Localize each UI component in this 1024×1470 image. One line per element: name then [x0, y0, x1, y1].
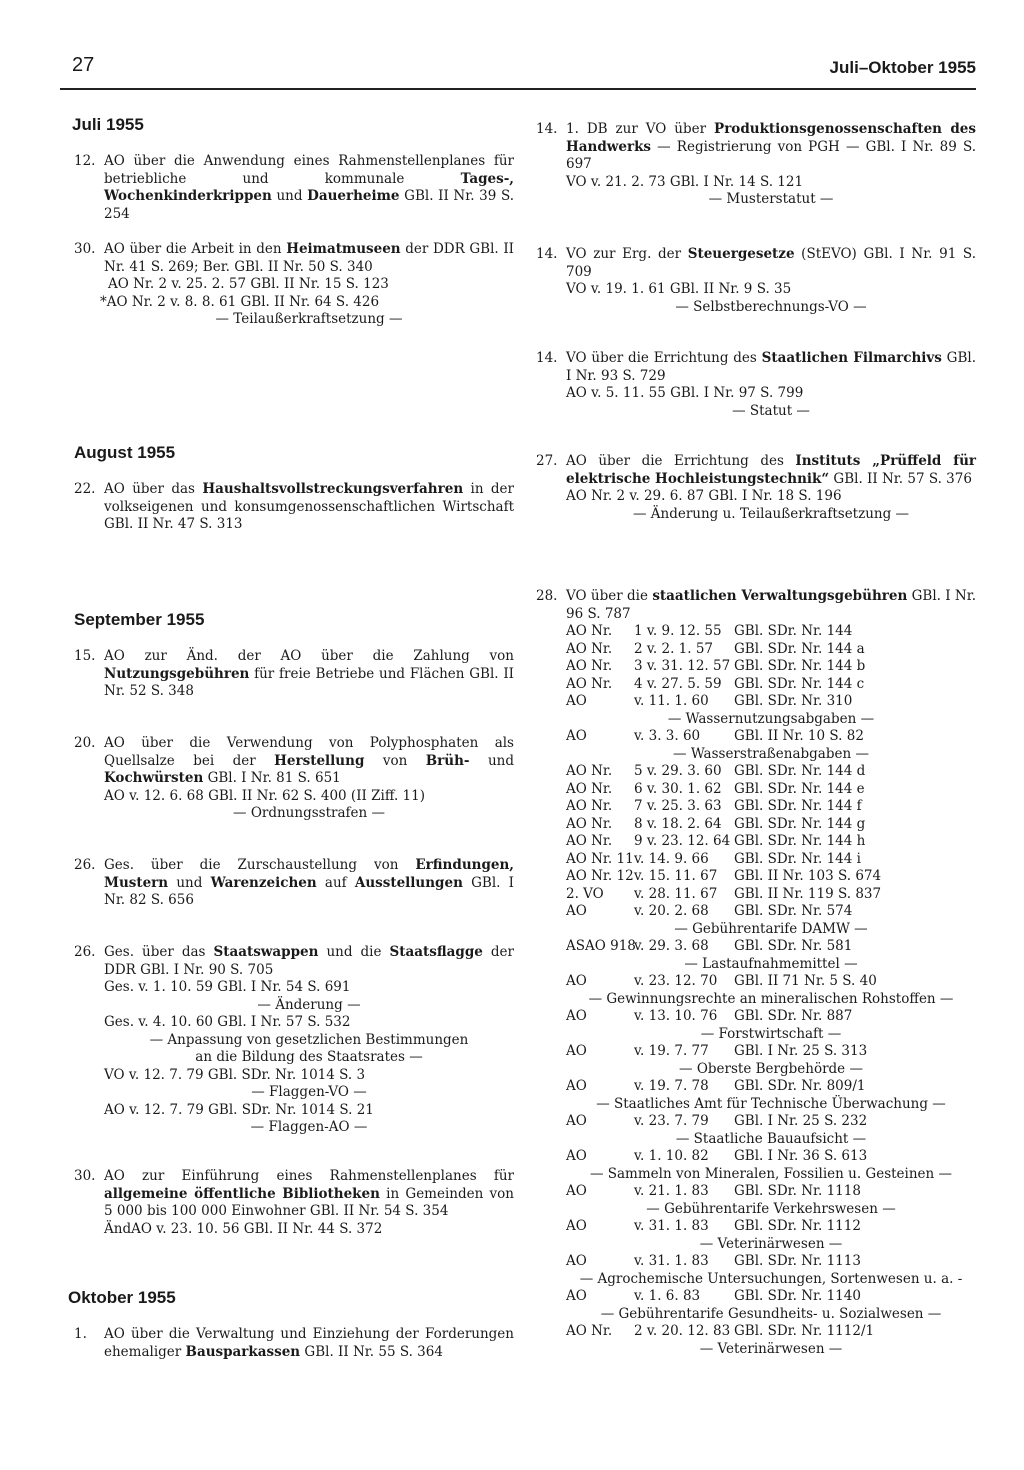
entry-number: 30.: [74, 241, 96, 257]
amendment-type: AO: [566, 1043, 587, 1059]
amendment-date: 7 v. 25. 3. 63: [634, 798, 722, 814]
amendment-note: — Veterinärwesen —: [699, 1340, 843, 1357]
amendment-note: — Gebührentarife Gesundheits- u. Sozialwesen —: [600, 1305, 942, 1322]
entry-text: AO über das Haushaltsvollstreckungsverfahren in der volkseigenen und konsumgenossenschaftlichen Wirtschaft GBl. II Nr. 47 S. 313: [104, 481, 515, 532]
amendment-row: [566, 641, 976, 659]
amendment-row: [566, 1148, 976, 1166]
month-heading-oktober: Oktober 1955: [68, 1288, 176, 1307]
entry-juli-14c: [536, 350, 976, 420]
entry-text: AO zur Änd. der AO über die Zahlung von Nutzungsgebühren für freie Betriebe und Flächen GBl. II Nr. 52 S. 348: [104, 648, 514, 699]
amendment-type: AO Nr. 11: [566, 850, 634, 867]
entry-august-22: [74, 481, 514, 534]
amendment-source: GBl. SDr. Nr. 144 h: [734, 833, 866, 849]
entry-text: AO über die Verwaltung und Einziehung der Forderungen ehemaliger Bausparkassen GBl. II Nr. 55 S. 364: [104, 1326, 514, 1360]
amendment-type: AO Nr.: [566, 833, 613, 849]
amendment-row: [566, 781, 976, 799]
amendment-row: [566, 868, 976, 886]
amendment-row: [566, 1323, 976, 1341]
entry-number: 15.: [74, 648, 96, 664]
amendment-source: GBl. SDr. Nr. 1112: [734, 1218, 861, 1234]
amendment-date: v. 19. 7. 77: [634, 1043, 709, 1059]
amendment-line: Ges. v. 4. 10. 60 GBl. I Nr. 57 S. 532: [104, 1014, 351, 1030]
amendment-source: GBl. SDr. Nr. 809/1: [734, 1078, 866, 1094]
amendment-source: GBl. I Nr. 36 S. 613: [734, 1148, 868, 1164]
amendment-row: [566, 1008, 976, 1026]
amendment-note: — Forstwirtschaft —: [700, 1025, 842, 1042]
amendment-row: [566, 763, 976, 781]
amendment-line: ÄndAO v. 23. 10. 56 GBl. II Nr. 44 S. 372: [104, 1220, 383, 1237]
amendment-row: [566, 1288, 976, 1306]
amendment-type: AO Nr.: [566, 763, 613, 779]
entry-text: Ges. über das Staatswappen und die Staatsflagge der DDR GBl. I Nr. 90 S. 705 Ges. v. 1. 10. 59 GBl. I Nr. 54 S. 691 — Änderung — Ges. v. 4. 10. 60 GBl. I Nr. 57 S. 532 — Anpassung von gesetzlichen Bestimmungen an die Bildung des Staatsrates — VO v. 12. 7. 79 GBl. SDr. Nr. 1014 S. 3 — Flaggen-VO — AO v. 12. 7. 79 GBl. SDr. Nr. 1014 S. 21 — Flaggen-AO —: [104, 944, 515, 1135]
amendment-note: — Änderung —: [257, 996, 361, 1013]
month-heading-september: September 1955: [74, 610, 205, 629]
amendment-note: an die Bildung des Staatsrates —: [195, 1049, 423, 1065]
amendment-source: GBl. I Nr. 25 S. 232: [734, 1113, 868, 1129]
amendment-note: — Wasserstraßenabgaben —: [673, 745, 869, 762]
entry-number: 26.: [74, 944, 96, 960]
page-header: [60, 52, 976, 90]
amendment-row: [566, 1253, 976, 1271]
amendment-date: 4 v. 27. 5. 59: [634, 675, 722, 692]
amendment-line: AO Nr. 2 v. 25. 2. 57 GBl. II Nr. 15 S. 123: [108, 276, 389, 292]
amendment-type: AO: [566, 1218, 587, 1234]
amendment-list: [566, 623, 976, 1358]
amendment-date: v. 21. 1. 83: [634, 1183, 709, 1199]
amendment-note: — Selbstberechnungs-VO —: [675, 298, 867, 315]
amendment-note: — Gebührentarife DAMW —: [674, 920, 868, 937]
amendment-source: GBl. SDr. Nr. 144 c: [734, 675, 865, 692]
entry-text: AO über die Arbeit in den Heimatmuseen der DDR GBl. II Nr. 41 S. 269; Ber. GBl. II Nr. 50 S. 340 AO Nr. 2 v. 25. 2. 57 GBl. II Nr. 15 S. 123 *AO Nr. 2 v. 8. 8. 61 GBl. II Nr. 64 S. 426 — Teilaußerkraftsetzung —: [100, 241, 514, 327]
amendment-date: v. 20. 2. 68: [634, 903, 709, 919]
amendment-row: [566, 903, 976, 921]
amendment-note: — Wassernutzungsabgaben —: [667, 710, 875, 727]
amendment-row: [566, 816, 976, 834]
amendment-date: v. 28. 11. 67: [634, 885, 718, 902]
amendment-row: [566, 676, 976, 694]
entry-september-30: [74, 1168, 514, 1238]
amendment-source: GBl. SDr. Nr. 310: [734, 693, 853, 709]
amendment-date: 2 v. 2. 1. 57: [634, 640, 714, 657]
amendment-row: [566, 623, 976, 641]
amendment-row: [566, 938, 976, 956]
amendment-type: AO: [566, 1288, 587, 1304]
amendment-row: [566, 851, 976, 869]
page-number: 27: [72, 54, 95, 76]
entry-number: 30.: [74, 1168, 96, 1184]
amendment-date: 2 v. 20. 12. 83: [634, 1323, 731, 1339]
amendment-row: [566, 728, 976, 746]
entry-oktober-1: [74, 1326, 514, 1361]
amendment-row: [566, 973, 976, 991]
amendment-note: — Agrochemische Untersuchungen, Sortenwesen u. a. -: [579, 1270, 963, 1287]
amendment-type: AO Nr.: [566, 780, 613, 797]
amendment-line: AO v. 5. 11. 55 GBl. I Nr. 97 S. 799: [566, 385, 804, 401]
amendment-date: v. 14. 9. 66: [634, 850, 709, 867]
amendment-note: — Veterinärwesen —: [699, 1235, 843, 1252]
amendment-row: [566, 798, 976, 816]
amendment-source: GBl. SDr. Nr. 144 f: [734, 798, 862, 814]
entry-september-28: [536, 588, 976, 1358]
entry-text: AO über die Anwendung eines Rahmenstellenplanes für betriebliche und kommunale Tages-, Wochenkinderkrippen und Dauerheime GBl. II Nr. 39 S. 254: [104, 153, 514, 222]
amendment-date: 3 v. 31. 12. 57: [634, 658, 731, 674]
amendment-note: — Oberste Bergbehörde —: [679, 1060, 863, 1077]
amendment-row: [566, 1078, 976, 1096]
amendment-date: v. 31. 1. 83: [634, 1218, 709, 1234]
month-heading-august: August 1955: [74, 443, 176, 462]
amendment-source: GBl. II Nr. 10 S. 82: [734, 728, 864, 744]
amendment-type: AO Nr.: [566, 658, 613, 674]
amendment-row: [566, 833, 976, 851]
amendment-date: 5 v. 29. 3. 60: [634, 763, 722, 779]
amendment-source: GBl. SDr. Nr. 581: [734, 938, 853, 954]
amendment-row: [566, 658, 976, 676]
amendment-source: GBl. SDr. Nr. 574: [734, 903, 853, 919]
amendment-type: AO Nr.: [566, 675, 613, 692]
amendment-date: 6 v. 30. 1. 62: [634, 780, 722, 797]
amendment-type: AO: [566, 1113, 587, 1129]
amendment-row: [566, 1218, 976, 1236]
amendment-note: — Musterstatut —: [708, 191, 834, 207]
amendment-type: AO: [566, 693, 587, 709]
entry-number: 28.: [536, 588, 558, 604]
amendment-date: v. 13. 10. 76: [634, 1008, 718, 1024]
amendment-type: AO: [566, 1183, 587, 1199]
entry-juli-30: [74, 241, 514, 329]
amendment-note: — Flaggen-VO —: [251, 1084, 367, 1100]
amendment-date: v. 11. 1. 60: [634, 693, 709, 709]
entry-september-26a: [74, 857, 514, 910]
amendment-source: GBl. II 71 Nr. 5 S. 40: [734, 973, 877, 989]
amendment-type: AO Nr.: [566, 640, 613, 657]
entry-text: Ges. über die Zurschaustellung von Erfindungen, Mustern und Warenzeichen auf Ausstellungen GBl. I Nr. 82 S. 656: [104, 857, 514, 908]
amendment-source: GBl. SDr. Nr. 144 a: [734, 640, 865, 657]
amendment-date: v. 1. 6. 83: [634, 1288, 701, 1304]
amendment-line: VO v. 21. 2. 73 GBl. I Nr. 14 S. 121: [566, 173, 804, 190]
amendment-line: AO Nr. 2 v. 29. 6. 87 GBl. I Nr. 18 S. 196: [566, 488, 842, 504]
amendment-note: — Anpassung von gesetzlichen Bestimmungen: [149, 1031, 469, 1048]
entry-text: 1. DB zur VO über Produktionsgenossenschaften des Handwerks — Registrierung von PGH — GBl. I Nr. 89 S. 697 VO v. 21. 2. 73 GBl. I Nr. 14 S. 121 — Musterstatut —: [566, 121, 976, 207]
amendment-line: VO v. 19. 1. 61 GBl. II Nr. 9 S. 35: [566, 281, 792, 297]
amendment-source: GBl. SDr. Nr. 144 e: [734, 780, 865, 797]
amendment-source: GBl. SDr. Nr. 144 g: [734, 815, 866, 832]
amendment-date: v. 3. 3. 60: [634, 728, 701, 744]
amendment-type: AO Nr.: [566, 623, 613, 639]
amendment-date: v. 19. 7. 78: [634, 1078, 709, 1094]
entry-text: VO zur Erg. der Steuergesetze (StEVO) GBl. I Nr. 91 S. 709 VO v. 19. 1. 61 GBl. II Nr. 9 S. 35 — Selbstberechnungs-VO —: [566, 246, 976, 315]
entry-september-20: [74, 735, 514, 823]
amendment-line: AO v. 12. 6. 68 GBl. II Nr. 62 S. 400 (II Ziff. 11): [104, 787, 425, 804]
amendment-row: [566, 1113, 976, 1131]
amendment-row: [566, 886, 976, 904]
amendment-type: AO: [566, 1008, 587, 1024]
entry-number: 27.: [536, 453, 558, 469]
entry-juli-12: [74, 153, 514, 223]
amendment-source: GBl. II Nr. 119 S. 837: [734, 885, 882, 902]
entry-text: VO über die Errichtung des Staatlichen Filmarchivs GBl. I Nr. 93 S. 729 AO v. 5. 11. 55 GBl. I Nr. 97 S. 799 — Statut —: [566, 350, 976, 419]
amendment-date: v. 29. 3. 68: [634, 938, 709, 954]
amendment-source: GBl. SDr. Nr. 1118: [734, 1183, 861, 1199]
entry-text: AO über die Verwendung von Polyphosphaten als Quellsalze bei der Herstellung von Brüh- und Kochwürsten GBl. I Nr. 81 S. 651 AO v. 12. 6. 68 GBl. II Nr. 62 S. 400 (II Ziff. 11) — Ordnungsstrafen —: [104, 735, 514, 821]
entry-juli-14a: [536, 121, 976, 209]
amendment-type: AO: [566, 1078, 587, 1094]
amendment-line: AO v. 12. 7. 79 GBl. SDr. Nr. 1014 S. 21: [104, 1101, 374, 1118]
entry-number: 14.: [536, 246, 558, 262]
amendment-source: GBl. SDr. Nr. 144: [734, 623, 853, 639]
amendment-note: — Staatliches Amt für Technische Überwachung —: [596, 1095, 946, 1112]
amendment-source: GBl. SDr. Nr. 1140: [734, 1288, 861, 1304]
amendment-type: AO: [566, 903, 587, 919]
amendment-note: — Flaggen-AO —: [250, 1119, 368, 1135]
amendment-note: — Lastaufnahmemittel —: [684, 955, 858, 972]
amendment-type: AO Nr.: [566, 1323, 613, 1339]
entry-number: 20.: [74, 735, 96, 751]
amendment-row: [566, 1043, 976, 1061]
entry-number: 14.: [536, 121, 558, 137]
amendment-source: GBl. SDr. Nr. 144 b: [734, 658, 866, 674]
amendment-note: — Teilaußerkraftsetzung —: [215, 311, 403, 327]
amendment-type: AO Nr.: [566, 815, 613, 832]
amendment-source: GBl. SDr. Nr. 144 i: [734, 850, 861, 867]
amendment-source: GBl. SDr. Nr. 1112/1: [734, 1323, 875, 1339]
running-head: Juli–Oktober 1955: [829, 58, 976, 77]
amendment-source: GBl. SDr. Nr. 1113: [734, 1253, 861, 1269]
amendment-type: AO: [566, 973, 587, 989]
amendment-type: AO Nr.: [566, 798, 613, 814]
amendment-date: v. 15. 11. 67: [634, 868, 718, 884]
amendment-type: AO: [566, 1253, 587, 1269]
entry-september-26b: [74, 944, 514, 1137]
amendment-source: GBl. SDr. Nr. 144 d: [734, 763, 866, 779]
entry-number: 26.: [74, 857, 96, 873]
entry-number: 12.: [74, 153, 96, 169]
entry-text: VO über die staatlichen Verwaltungsgebühren GBl. I Nr. 96 S. 787 AO Nr. 1 v. 9. 12. 55 GBl. SDr. Nr. 144 AO Nr. 2 v. 2. 1. 57 GBl. SDr. Nr. 144 a AO Nr. 3 v. 31. 12. 57 GBl. SDr. Nr. 144 b AO Nr. 4 v. 27. 5. 59 GBl. SDr. Nr. 144 c AO v. 11. 1. 60 GBl. SDr. Nr. 310 — Wassernutzungsabgaben — AO v. 3. 3. 60 GBl. II Nr. 10 S. 82 — Wasserstraßenabgaben — AO Nr. 5 v. 29. 3. 60 GBl. SDr. Nr. 144 d AO Nr. 6 v. 30. 1. 62 GBl. SDr. Nr. 144 e AO Nr. 7 v. 25. 3. 63 GBl. SDr. Nr. 144 f AO Nr. 8 v. 18. 2. 64 GBl. SDr. Nr. 144 g AO Nr. 9 v. 23. 12. 64 GBl. SDr. Nr. 144 h AO Nr. 11 v. 14. 9. 66 GBl. SDr. Nr. 144 i AO Nr. 12 v. 15. 11. 67 GBl. II Nr. 103 S. 674 2. VO v. 28. 11. 67 GBl. II Nr. 119 S. 837 AO v. 20. 2. 68 GBl. SDr. Nr. 574 — Gebührentarife DAMW — ASAO 918 v. 29. 3. 68 GBl. SDr. Nr. 581 — Lastaufnahmemittel — AO v. 23. 12. 70 GBl. II 71 Nr. 5 S. 40 — Gewinnungsrechte an mineralischen Rohstoffen — AO v. 13. 10. 76 GBl. SDr. Nr. 887 — Forstwirtschaft — AO v. 19. 7. 77 GBl. I Nr. 25 S. 313 — Oberste Bergbehörde — AO v. 19. 7. 78 GBl. SDr. Nr. 809/1 — Staatliches Amt für Technische Überwachung — AO v. 23. 7. 79 GBl. I Nr. 25 S. 232 — Staatliche Bauaufsicht — AO v. 1. 10. 82 GBl. I Nr. 36 S. 613 — Sammeln von Mineralen, Fossilien u. Gesteinen — AO v. 21. 1. 83 GBl. SDr. Nr. 1118 — Gebührentarife Verkehrswesen — AO v. 31. 1. 83 GBl. SDr. Nr. 1112 — Veterinärwesen — AO v. 31. 1. 83 GBl. SDr. Nr. 1113 — Agrochemische Untersuchungen, Sortenwesen u. a. - AO v. 1. 6. 83 GBl. SDr. Nr. 1140 — Gebührentarife Gesundheits- u. Sozialwesen — AO Nr. 2 v. 20. 12. 83 GBl. SDr. Nr. 1112/1 — Veterinärwesen —: [566, 588, 976, 1357]
amendment-note: — Staatliche Bauaufsicht —: [675, 1130, 867, 1147]
entry-number: 14.: [536, 350, 558, 366]
amendment-type: AO Nr. 12: [566, 868, 634, 884]
amendment-type: ASAO 918: [566, 938, 636, 954]
entry-number: 22.: [74, 481, 96, 497]
amendment-type: 2. VO: [566, 885, 604, 902]
amendment-line: *AO Nr. 2 v. 8. 8. 61 GBl. II Nr. 64 S. 426: [100, 293, 380, 310]
entry-juli-14b: [536, 246, 976, 316]
amendment-note: — Statut —: [732, 402, 810, 419]
amendment-row: [566, 1183, 976, 1201]
amendment-date: 1 v. 9. 12. 55: [634, 623, 722, 639]
amendment-source: GBl. I Nr. 25 S. 313: [734, 1043, 868, 1059]
amendment-note: — Gebührentarife Verkehrswesen —: [646, 1200, 896, 1217]
entry-september-15: [74, 648, 514, 701]
amendment-note: — Sammeln von Mineralen, Fossilien u. Gesteinen —: [589, 1165, 953, 1182]
amendment-date: v. 23. 7. 79: [634, 1113, 709, 1129]
amendment-note: — Änderung u. Teilaußerkraftsetzung —: [632, 505, 910, 522]
amendment-date: v. 1. 10. 82: [634, 1148, 709, 1164]
entry-text: AO über die Errichtung des Instituts „Prüffeld für elektrische Hochleistungstechnik“ GBl. II Nr. 57 S. 376 AO Nr. 2 v. 29. 6. 87 GBl. I Nr. 18 S. 196 — Änderung u. Teilaußerkraftsetzung —: [566, 453, 977, 522]
entry-august-27: [536, 453, 976, 523]
amendment-note: — Ordnungsstrafen —: [233, 805, 385, 821]
amendment-source: GBl. SDr. Nr. 887: [734, 1008, 853, 1024]
amendment-date: v. 23. 12. 70: [634, 973, 718, 989]
entry-text: AO zur Einführung eines Rahmenstellenplanes für allgemeine öffentliche Bibliotheken in Gemeinden von 5 000 bis 100 000 Einwohner GBl. II Nr. 54 S. 354 ÄndAO v. 23. 10. 56 GBl. II Nr. 44 S. 372: [104, 1168, 514, 1237]
amendment-note: — Gewinnungsrechte an mineralischen Rohstoffen —: [588, 990, 954, 1007]
entry-number: 1.: [74, 1326, 87, 1342]
amendment-type: AO: [566, 728, 587, 744]
amendment-line: Ges. v. 1. 10. 59 GBl. I Nr. 54 S. 691: [104, 979, 351, 995]
amendment-line: VO v. 12. 7. 79 GBl. SDr. Nr. 1014 S. 3: [104, 1066, 366, 1083]
amendment-row: [566, 693, 976, 711]
amendment-date: 9 v. 23. 12. 64: [634, 833, 731, 849]
month-heading-juli: Juli 1955: [72, 115, 144, 134]
amendment-type: AO: [566, 1148, 587, 1164]
amendment-date: 8 v. 18. 2. 64: [634, 815, 722, 832]
amendment-date: v. 31. 1. 83: [634, 1253, 709, 1269]
amendment-source: GBl. II Nr. 103 S. 674: [734, 868, 882, 884]
